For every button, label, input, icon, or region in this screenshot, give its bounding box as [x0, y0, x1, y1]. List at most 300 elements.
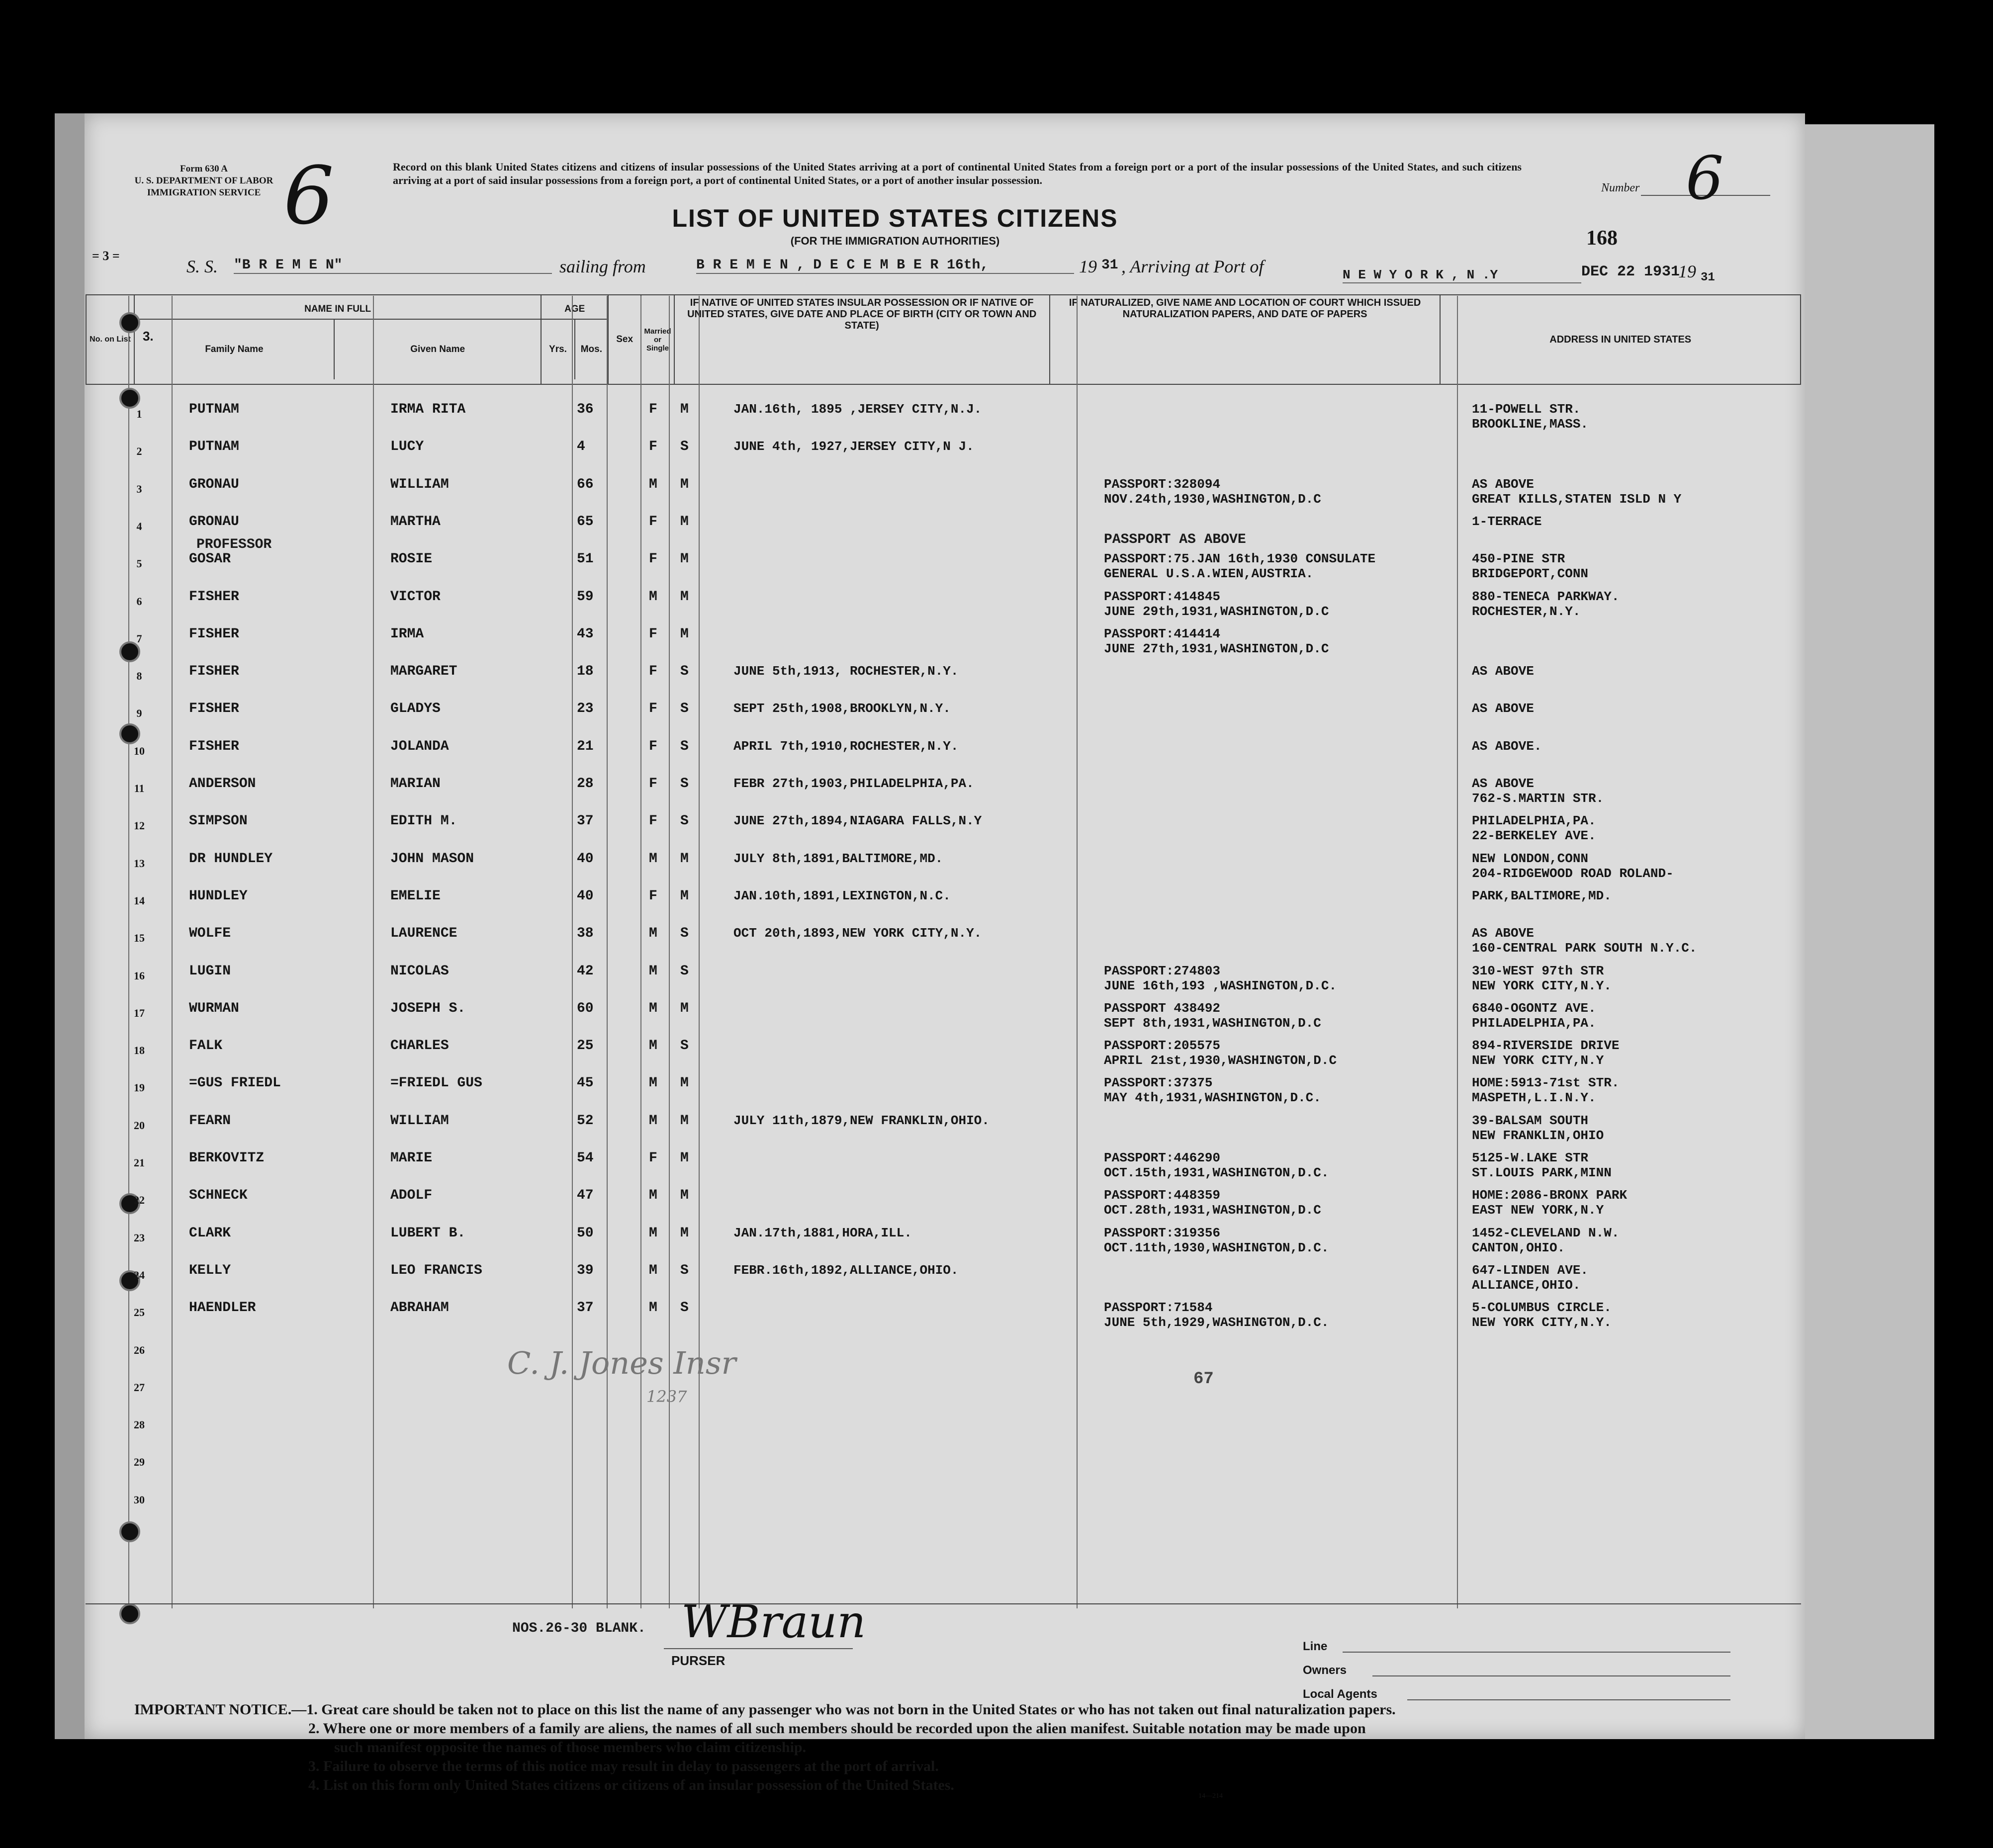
- age-years: 25: [577, 1038, 594, 1054]
- address-line-1: 894-RIVERSIDE DRIVE: [1472, 1038, 1620, 1054]
- sex: F: [649, 551, 657, 567]
- birth-info: JUNE 4th, 1927,JERSEY CITY,N J.: [733, 439, 974, 454]
- naturalization-line-2: JUNE 27th,1931,WASHINGTON,D.C: [1104, 641, 1329, 656]
- address-line-1: PARK,BALTIMORE,MD.: [1472, 888, 1612, 903]
- address-line-1: 1452-CLEVELAND N.W.: [1472, 1225, 1620, 1240]
- birth-info: FEBR 27th,1903,PHILADELPHIA,PA.: [733, 776, 974, 791]
- family-name: SIMPSON: [189, 813, 248, 829]
- given-name: IRMA: [390, 626, 424, 642]
- table-row: [124, 1450, 1765, 1487]
- naturalization-line-2: SEPT 8th,1931,WASHINGTON,D.C: [1104, 1015, 1321, 1031]
- sex: F: [649, 664, 657, 680]
- naturalization-line-1: PASSPORT:75.JAN 16th,1930 CONSULATE: [1104, 551, 1376, 567]
- birth-info: JULY 8th,1891,BALTIMORE,MD.: [733, 851, 943, 866]
- naturalization-line-1: PASSPORT:414414: [1104, 626, 1221, 641]
- given-name: MARTHA: [390, 514, 441, 529]
- family-name: FISHER: [189, 589, 239, 605]
- given-name: JOLANDA: [390, 738, 449, 754]
- address-line-2: ALLIANCE,OHIO.: [1472, 1277, 1581, 1293]
- age-label: AGE: [542, 300, 608, 320]
- address-line-2: GREAT KILLS,STATEN ISLD N Y: [1472, 491, 1682, 507]
- important-notice: [134, 1700, 1750, 1795]
- family-name: FISHER: [189, 626, 239, 642]
- address-line-2: 762-S.MARTIN STR.: [1472, 791, 1604, 806]
- sex: M: [649, 1188, 657, 1204]
- line-label: Line: [1303, 1640, 1328, 1653]
- given-name: WILLIAM: [390, 476, 449, 492]
- address-line-2: ROCHESTER,N.Y.: [1472, 604, 1581, 619]
- given-name: IRMA RITA: [390, 402, 466, 417]
- row-number: 18: [134, 1044, 145, 1057]
- marital-status: S: [680, 926, 689, 942]
- notice-2: 2. Where one or more members of a family are aliens, the names of all such members should be recorded upon the alien manifest. Suitable notation may be made upon: [308, 1720, 1366, 1737]
- given-name: MARIE: [390, 1150, 433, 1166]
- sex: M: [649, 1038, 657, 1054]
- family-name: PUTNAM: [189, 439, 239, 455]
- age-years: 54: [577, 1150, 594, 1166]
- age-years: 38: [577, 926, 594, 942]
- adjacent-page: [1805, 124, 1934, 1739]
- family-name: GRONAU: [189, 476, 239, 492]
- family-name: HAENDLER: [189, 1300, 256, 1316]
- given-name: ADOLF: [390, 1188, 433, 1204]
- table-row: [124, 477, 1765, 514]
- address-line-2: 204-RIDGEWOOD ROAD ROLAND-: [1472, 866, 1674, 881]
- family-name: =GUS FRIEDL: [189, 1075, 281, 1091]
- age-years: 37: [577, 813, 594, 829]
- notice-4: 4. List on this form only United States citizens or citizens of an insular possession of the United States.: [308, 1777, 954, 1793]
- family-name: GRONAU: [189, 514, 239, 529]
- address-line-1: HOME:5913-71st STR.: [1472, 1075, 1620, 1091]
- year2-prefix: 19: [1678, 262, 1696, 281]
- binder-hole: [119, 1603, 140, 1624]
- given-name: LUBERT B.: [390, 1225, 466, 1241]
- table-row: [124, 402, 1765, 439]
- address-line-2: NEW YORK CITY,N.Y.: [1472, 978, 1612, 993]
- marital-status: M: [680, 476, 689, 492]
- given-name: LEO FRANCIS: [390, 1262, 482, 1278]
- age-years: 50: [577, 1225, 594, 1241]
- marital-status: S: [680, 439, 689, 455]
- family-name: CLARK: [189, 1225, 231, 1241]
- table-row: [124, 1188, 1765, 1225]
- row-number: 8: [136, 670, 142, 683]
- table-row: [124, 1226, 1765, 1263]
- column-header: [86, 294, 1801, 385]
- family-name: FEARN: [189, 1113, 231, 1129]
- family-name: BERKOVITZ: [189, 1150, 265, 1166]
- row-number: 4: [136, 520, 142, 532]
- family-name: FISHER: [189, 664, 239, 680]
- birth-info: APRIL 7th,1910,ROCHESTER,N.Y.: [733, 738, 959, 754]
- address-line-2: 22-BERKELEY AVE.: [1472, 828, 1596, 844]
- given-name: EDITH M.: [390, 813, 457, 829]
- address-line-1: 5-COLUMBUS CIRCLE.: [1472, 1300, 1612, 1316]
- marital-status: S: [680, 1038, 689, 1054]
- age-years: 23: [577, 701, 594, 717]
- row-number: 24: [134, 1268, 145, 1281]
- age-years: 47: [577, 1188, 594, 1204]
- address-line-2: ST.LOUIS PARK,MINN: [1472, 1165, 1612, 1180]
- age-years: 36: [577, 402, 594, 417]
- age-years: 45: [577, 1075, 594, 1091]
- naturalization-line-2: NOV.24th,1930,WASHINGTON,D.C: [1104, 491, 1321, 507]
- page-subtitle: (FOR THE IMMIGRATION AUTHORITIES): [790, 235, 1000, 247]
- age-years: 4: [577, 439, 585, 455]
- address-line-1: 647-LINDEN AVE.: [1472, 1262, 1589, 1278]
- row-number: 3: [136, 482, 142, 495]
- family-name-header: [135, 320, 335, 379]
- sex: M: [649, 589, 657, 605]
- marital-status: S: [680, 963, 689, 979]
- address-line-1: 6840-OGONTZ AVE.: [1472, 1000, 1596, 1016]
- sex: M: [649, 1075, 657, 1091]
- naturalization-line-1: PASSPORT:319356: [1104, 1225, 1221, 1240]
- stamp-number: 168: [1586, 227, 1618, 250]
- address-line-1: 450-PINE STR: [1472, 551, 1565, 567]
- marital-status: M: [680, 402, 689, 417]
- family-name-label: Family Name: [205, 344, 264, 354]
- family-name: SCHNECK: [189, 1188, 248, 1204]
- marital-status: M: [680, 551, 689, 567]
- given-name: LUCY: [390, 439, 424, 455]
- sex: F: [649, 888, 657, 904]
- age-years: 39: [577, 1262, 594, 1278]
- age-years: 66: [577, 476, 594, 492]
- owners-label: Owners: [1303, 1664, 1347, 1677]
- row-number: 19: [134, 1081, 145, 1094]
- family-name: GOSAR: [189, 551, 231, 567]
- table-row: [124, 514, 1765, 551]
- birth-info: JAN.10th,1891,LEXINGTON,N.C.: [733, 888, 951, 903]
- address-line-2: EAST NEW YORK,N.Y: [1472, 1203, 1604, 1218]
- year2-suffix: 31: [1701, 271, 1715, 284]
- table-row: [124, 1300, 1765, 1337]
- address-line-1: 39-BALSAM SOUTH: [1472, 1113, 1589, 1128]
- family-name: LUGIN: [189, 963, 231, 979]
- given-name: MARGARET: [390, 664, 457, 680]
- row-number: 21: [134, 1156, 145, 1169]
- arrival-port: N E W Y O R K , N .Y: [1343, 267, 1581, 283]
- sex: F: [649, 738, 657, 754]
- row-number: 2: [136, 445, 142, 458]
- marital-status: S: [680, 1300, 689, 1316]
- table-row: [124, 551, 1765, 589]
- handwritten-page-number-right: 6: [1686, 144, 1724, 213]
- address-line-1: 310-WEST 97th STR: [1472, 963, 1604, 978]
- row-number: 27: [134, 1381, 145, 1394]
- naturalization-line-2: OCT.28th,1931,WASHINGTON,D.C: [1104, 1203, 1321, 1218]
- number-label: Number: [1601, 181, 1640, 194]
- sex: F: [649, 439, 657, 455]
- professor-note: PROFESSOR: [196, 537, 272, 552]
- row-number: 29: [134, 1456, 145, 1469]
- marital-status: M: [680, 589, 689, 605]
- row-number: 17: [134, 1006, 145, 1019]
- naturalization-line-2: JUNE 16th,193 ,WASHINGTON,D.C.: [1104, 978, 1337, 993]
- passport-as-above: PASSPORT AS ABOVE: [1104, 532, 1246, 547]
- marital-status: M: [680, 1075, 689, 1091]
- age-years: 42: [577, 963, 594, 979]
- row-number: 30: [134, 1493, 145, 1506]
- address-line-2: BROOKLINE,MASS.: [1472, 417, 1589, 432]
- year-suffix: 31: [1101, 258, 1118, 273]
- family-name: DR HUNDLEY: [189, 851, 273, 867]
- marital-status: M: [680, 626, 689, 642]
- age-years: 21: [577, 738, 594, 754]
- address-line-1: 880-TENECA PARKWAY.: [1472, 589, 1620, 604]
- table-row: [124, 776, 1765, 813]
- row-number: 9: [136, 707, 142, 720]
- address-line-1: 11-POWELL STR.: [1472, 402, 1581, 417]
- notice-2b: such manifest opposite the names of those members who claim citizenship.: [334, 1739, 807, 1756]
- marital-status: M: [680, 851, 689, 867]
- given-name-label: Given Name: [410, 344, 465, 354]
- blank-note: NOS.26-30 BLANK.: [512, 1621, 646, 1636]
- marital-status: M: [680, 1188, 689, 1204]
- row-number: 23: [134, 1231, 145, 1244]
- birth-info: FEBR.16th,1892,ALLIANCE,OHIO.: [733, 1262, 959, 1278]
- address-line-1: AS ABOVE: [1472, 926, 1534, 941]
- naturalization-line-2: JUNE 29th,1931,WASHINGTON,D.C: [1104, 604, 1329, 619]
- row-number: 20: [134, 1119, 145, 1132]
- family-name: FALK: [189, 1038, 223, 1054]
- address-line-2: BRIDGEPORT,CONN: [1472, 566, 1589, 582]
- address-line-2: NEW FRANKLIN,OHIO: [1472, 1128, 1604, 1143]
- age-years: 65: [577, 514, 594, 529]
- address-line-2: NEW YORK CITY,N.Y: [1472, 1053, 1604, 1068]
- marital-status: M: [680, 1113, 689, 1129]
- table-row: [124, 1375, 1765, 1412]
- naturalization-line-2: OCT.15th,1931,WASHINGTON,D.C.: [1104, 1165, 1329, 1180]
- sex: M: [649, 1113, 657, 1129]
- birth-info: JAN.17th,1881,HORA,ILL.: [733, 1225, 912, 1240]
- age-years: 43: [577, 626, 594, 642]
- marital-status: M: [680, 888, 689, 904]
- address-line-1: 1-TERRACE: [1472, 514, 1542, 529]
- table-row: [124, 964, 1765, 1001]
- year-prefix: 19: [1079, 257, 1097, 276]
- given-name: JOSEPH S.: [390, 1000, 466, 1016]
- row-number: 22: [134, 1194, 145, 1207]
- sex: M: [649, 1000, 657, 1016]
- table-row: [124, 1113, 1765, 1150]
- table-row: [124, 589, 1765, 626]
- naturalization-line-2: OCT.11th,1930,WASHINGTON,D.C.: [1104, 1240, 1329, 1255]
- naturalization-line-1: PASSPORT 438492: [1104, 1000, 1221, 1016]
- age-years: 52: [577, 1113, 594, 1129]
- marital-status: S: [680, 738, 689, 754]
- marital-status: S: [680, 813, 689, 829]
- name-in-full-label: NAME IN FULL: [135, 300, 541, 320]
- table-row: [124, 1075, 1765, 1113]
- age-years: 40: [577, 851, 594, 867]
- address-line-1: 5125-W.LAKE STR: [1472, 1150, 1589, 1165]
- marital-status: M: [680, 1000, 689, 1016]
- header-no-on-list: No. on List: [86, 295, 134, 384]
- table-row: [124, 439, 1765, 476]
- age-years: 51: [577, 551, 594, 567]
- sex: F: [649, 813, 657, 829]
- table-row: [124, 1001, 1765, 1038]
- table-row: [124, 888, 1765, 926]
- sex: M: [649, 476, 657, 492]
- age-years: 40: [577, 888, 594, 904]
- sex: F: [649, 626, 657, 642]
- header-age: [541, 295, 608, 384]
- form-identifier: [122, 163, 286, 199]
- address-line-1: AS ABOVE: [1472, 776, 1534, 791]
- row-number: 11: [134, 782, 145, 794]
- sex: F: [649, 1150, 657, 1166]
- marital-status: S: [680, 664, 689, 680]
- birth-info: JULY 11th,1879,NEW FRANKLIN,OHIO.: [733, 1113, 990, 1128]
- row-number: 14: [134, 894, 145, 907]
- handwritten-inspector-note: C. J. Jones Insr: [507, 1345, 736, 1381]
- naturalization-line-1: PASSPORT:205575: [1104, 1038, 1221, 1054]
- sex: M: [649, 1300, 657, 1316]
- header-married-single: Married or Single: [641, 295, 674, 384]
- naturalization-line-1: PASSPORT:274803: [1104, 963, 1221, 978]
- notice-3: 3. Failure to observe the terms of this notice may result in delay to passengers at the port of arrival.: [308, 1758, 939, 1774]
- address-line-1: AS ABOVE: [1472, 701, 1534, 716]
- marital-status: M: [680, 1225, 689, 1241]
- sex: F: [649, 776, 657, 792]
- address-line-1: NEW LONDON,CONN: [1472, 851, 1589, 866]
- naturalization-line-1: PASSPORT:448359: [1104, 1188, 1221, 1203]
- naturalization-line-1: PASSPORT:414845: [1104, 589, 1221, 604]
- birth-info: JUNE 5th,1913, ROCHESTER,N.Y.: [733, 664, 959, 679]
- notice-1: 1. Great care should be taken not to place on this list the name of any passenger who was not born in the United States or who has not taken out final naturalization papers.: [306, 1701, 1396, 1718]
- mos-label: Mos.: [580, 344, 602, 354]
- owners-rule: [1372, 1675, 1730, 1676]
- naturalization-line-2: GENERAL U.S.A.WIEN,AUSTRIA.: [1104, 566, 1314, 582]
- address-line-2: 160-CENTRAL PARK SOUTH N.Y.C.: [1472, 941, 1697, 956]
- family-name: FISHER: [189, 701, 239, 717]
- binder-hole: [119, 312, 140, 333]
- row-number: 13: [134, 857, 145, 870]
- header-native: IF NATIVE OF UNITED STATES INSULAR POSSESSION OR IF NATIVE OF UNITED STATES, GIVE DATE AND PLACE OF BIRTH (CITY OR TOWN AND STATE): [674, 295, 1050, 384]
- naturalization-line-1: PASSPORT:446290: [1104, 1150, 1221, 1165]
- given-name: VICTOR: [390, 589, 441, 605]
- arriving-label: , Arriving at Port of: [1121, 257, 1264, 276]
- address-line-1: PHILADELPHIA,PA.: [1472, 813, 1596, 829]
- given-name: ABRAHAM: [390, 1300, 449, 1316]
- address-line-1: AS ABOVE: [1472, 476, 1534, 492]
- sex: M: [649, 1225, 657, 1241]
- birth-info: JAN.16th, 1895 ,JERSEY CITY,N.J.: [733, 402, 982, 417]
- header-sex: Sex: [608, 295, 641, 384]
- header-name-in-full: [134, 295, 541, 384]
- table-row: [124, 664, 1765, 701]
- row-number: 15: [134, 932, 145, 945]
- header-naturalized: IF NATURALIZED, GIVE NAME AND LOCATION OF COURT WHICH ISSUED NATURALIZATION PAPERS, AND DATE OF PAPERS: [1050, 295, 1441, 384]
- agents-label: Local Agents: [1303, 1687, 1377, 1701]
- page-title: LIST OF UNITED STATES CITIZENS: [672, 204, 1118, 232]
- sex: F: [649, 514, 657, 529]
- marital-status: M: [680, 1150, 689, 1166]
- birth-info: SEPT 25th,1908,BROOKLYN,N.Y.: [733, 701, 951, 716]
- given-name: =FRIEDL GUS: [390, 1075, 482, 1091]
- department: U. S. DEPARTMENT OF LABOR: [134, 176, 273, 186]
- yrs-label: Yrs.: [542, 320, 575, 379]
- given-name: CHARLES: [390, 1038, 449, 1054]
- table-row: [124, 1150, 1765, 1188]
- naturalization-line-1: PASSPORT:71584: [1104, 1300, 1213, 1316]
- given-name: GLADYS: [390, 701, 441, 717]
- row-number: 26: [134, 1343, 145, 1356]
- naturalization-line-2: JUNE 5th,1929,WASHINGTON,D.C.: [1104, 1315, 1329, 1330]
- family-name: KELLY: [189, 1262, 231, 1278]
- sex: F: [649, 402, 657, 417]
- given-name: ROSIE: [390, 551, 433, 567]
- family-name: HUNDLEY: [189, 888, 248, 904]
- given-name: MARIAN: [390, 776, 441, 792]
- address-line-1: HOME:2086-BRONX PARK: [1472, 1188, 1628, 1203]
- ss-label: S. S.: [186, 257, 218, 276]
- marital-status: S: [680, 776, 689, 792]
- line-rule: [1343, 1652, 1730, 1653]
- purser-label: PURSER: [671, 1653, 725, 1668]
- row-number: 28: [134, 1418, 145, 1431]
- handwritten-number: 1237: [646, 1387, 687, 1406]
- list-number: 3.: [142, 329, 154, 344]
- table-row: [124, 626, 1765, 664]
- address-line-2: PHILADELPHIA,PA.: [1472, 1015, 1596, 1031]
- sailing-from: B R E M E N , D E C E M B E R 16th,: [696, 258, 1074, 274]
- age-years: 60: [577, 1000, 594, 1016]
- page-edge: [55, 113, 85, 1739]
- table-row: [124, 1038, 1765, 1075]
- purser-signature: WBraun: [681, 1596, 866, 1648]
- address-line-1: AS ABOVE.: [1472, 738, 1542, 754]
- row-number: 7: [136, 632, 142, 645]
- age-years: 18: [577, 664, 594, 680]
- row-number: 16: [134, 969, 145, 982]
- row-number: 25: [134, 1306, 145, 1319]
- sex: M: [649, 851, 657, 867]
- age-years: 59: [577, 589, 594, 605]
- address-line-2: MASPETH,L.I.N.Y.: [1472, 1090, 1596, 1106]
- form-number: Form 630 A: [180, 164, 228, 174]
- age-years: 37: [577, 1300, 594, 1316]
- table-row: [124, 701, 1765, 738]
- table-row: [124, 926, 1765, 963]
- signature-line: [664, 1648, 853, 1649]
- birth-info: JUNE 27th,1894,NIAGARA FALLS,N.Y: [733, 813, 982, 829]
- age-years: 28: [577, 776, 594, 792]
- table-row: [124, 813, 1765, 851]
- sex: M: [649, 926, 657, 942]
- address-line-2: NEW YORK CITY,N.Y.: [1472, 1315, 1612, 1330]
- mid-number: 67: [1193, 1370, 1214, 1389]
- sex: M: [649, 963, 657, 979]
- sailing-label: sailing from: [559, 257, 646, 276]
- table-row: [124, 739, 1765, 776]
- family-name: FISHER: [189, 738, 239, 754]
- naturalization-line-2: MAY 4th,1931,WASHINGTON,D.C.: [1104, 1090, 1321, 1106]
- given-name: WILLIAM: [390, 1113, 449, 1129]
- sex: F: [649, 701, 657, 717]
- family-name: ANDERSON: [189, 776, 256, 792]
- family-name: WURMAN: [189, 1000, 239, 1016]
- row-number: 5: [136, 557, 142, 570]
- marital-status: S: [680, 701, 689, 717]
- family-name: PUTNAM: [189, 402, 239, 417]
- form-code: 14—214: [1198, 1792, 1223, 1800]
- header-address: ADDRESS IN UNITED STATES: [1440, 295, 1801, 384]
- notice-heading: IMPORTANT NOTICE.—: [134, 1701, 307, 1718]
